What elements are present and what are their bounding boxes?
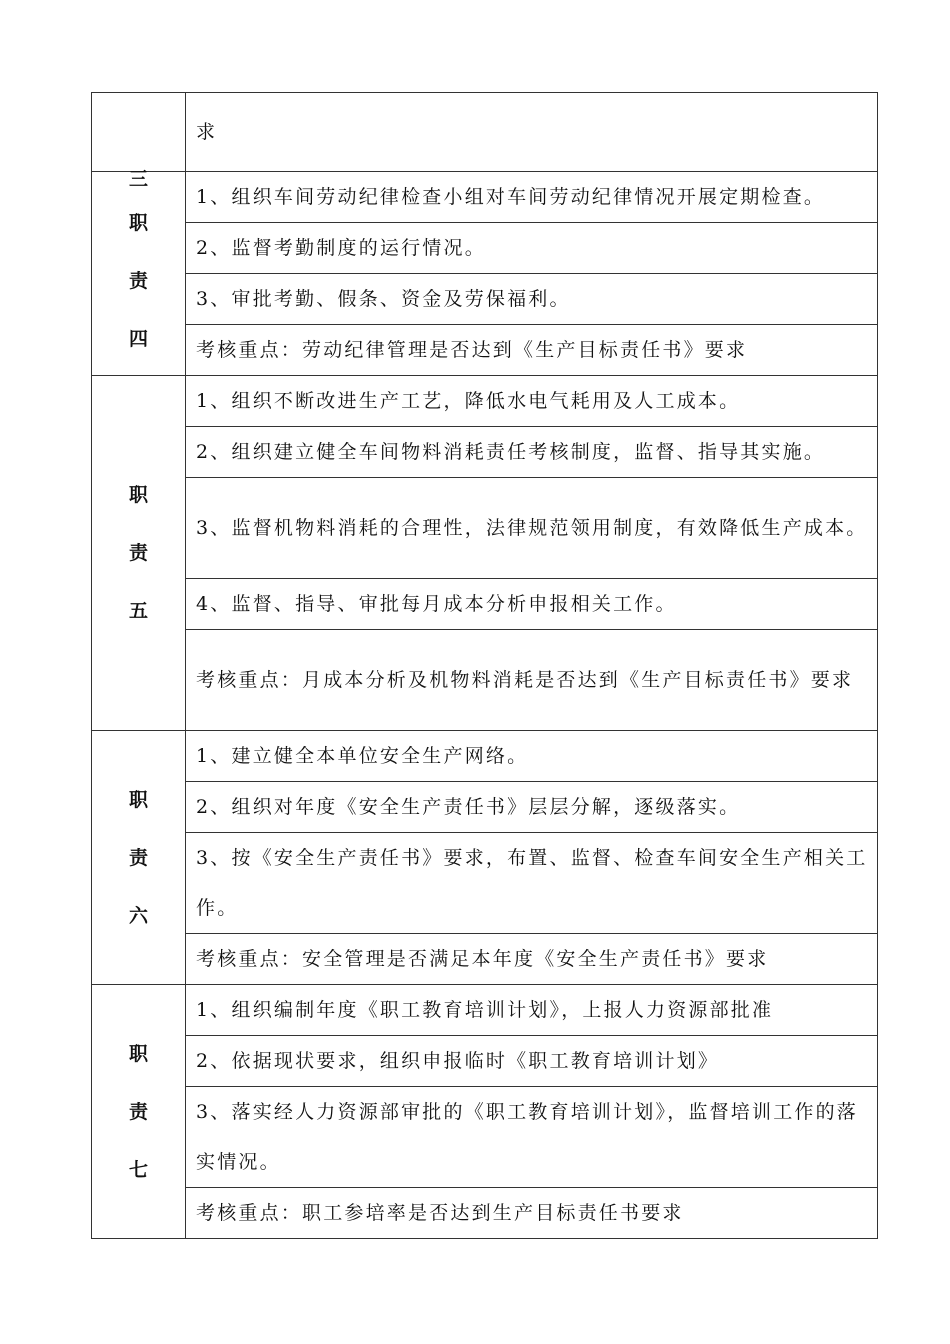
table-row <box>92 731 878 782</box>
assessment-cell: 考核重点：劳动纪律管理是否达到《生产目标责任书》要求 <box>186 325 878 376</box>
table-row <box>92 782 878 833</box>
table-row <box>92 1087 878 1188</box>
assessment-cell: 考核重点：月成本分析及机物料消耗是否达到《生产目标责任书》要求 <box>186 630 878 731</box>
duty-cell: 2、监督考勤制度的运行情况。 <box>186 223 878 274</box>
table-row <box>92 1188 878 1239</box>
section-label: 职 责 七 <box>92 985 186 1239</box>
duty-cell: 3、按《安全生产责任书》要求，布置、监督、检查车间安全生产相关工作。 <box>186 833 878 934</box>
section-label-empty <box>92 93 186 172</box>
duty-cell: 2、组织对年度《安全生产责任书》层层分解，逐级落实。 <box>186 782 878 833</box>
duty-cell: 求 <box>186 93 878 172</box>
table-row <box>92 579 878 630</box>
duty-table <box>91 92 878 1239</box>
assessment-cell: 考核重点：安全管理是否满足本年度《安全生产责任书》要求 <box>186 934 878 985</box>
table-row <box>92 478 878 579</box>
table-row <box>92 376 878 427</box>
table-row <box>92 833 878 934</box>
section-label: 三 职 责 四 <box>92 172 186 376</box>
duty-cell: 1、组织编制年度《职工教育培训计划》，上报人力资源部批准 <box>186 985 878 1036</box>
duty-cell: 2、依据现状要求，组织申报临时《职工教育培训计划》 <box>186 1036 878 1087</box>
table-row <box>92 427 878 478</box>
duty-cell: 2、组织建立健全车间物料消耗责任考核制度，监督、指导其实施。 <box>186 427 878 478</box>
duty-cell: 1、组织不断改进生产工艺，降低水电气耗用及人工成本。 <box>186 376 878 427</box>
table-row <box>92 93 878 172</box>
duty-cell: 3、落实经人力资源部审批的《职工教育培训计划》，监督培训工作的落实情况。 <box>186 1087 878 1188</box>
table-row <box>92 1036 878 1087</box>
table-row <box>92 274 878 325</box>
assessment-cell: 考核重点：职工参培率是否达到生产目标责任书要求 <box>186 1188 878 1239</box>
section-label: 职 责 六 <box>92 731 186 985</box>
duty-cell: 3、审批考勤、假条、资金及劳保福利。 <box>186 274 878 325</box>
duty-cell: 4、监督、指导、审批每月成本分析申报相关工作。 <box>186 579 878 630</box>
table-row <box>92 172 878 223</box>
table-row <box>92 985 878 1036</box>
table-row <box>92 223 878 274</box>
duty-cell: 1、建立健全本单位安全生产网络。 <box>186 731 878 782</box>
section-label: 职 责 五 <box>92 376 186 731</box>
duty-cell: 3、监督机物料消耗的合理性，法律规范领用制度，有效降低生产成本。 <box>186 478 878 579</box>
table-row <box>92 325 878 376</box>
table-row <box>92 630 878 731</box>
table-row <box>92 934 878 985</box>
duty-cell: 1、组织车间劳动纪律检查小组对车间劳动纪律情况开展定期检查。 <box>186 172 878 223</box>
